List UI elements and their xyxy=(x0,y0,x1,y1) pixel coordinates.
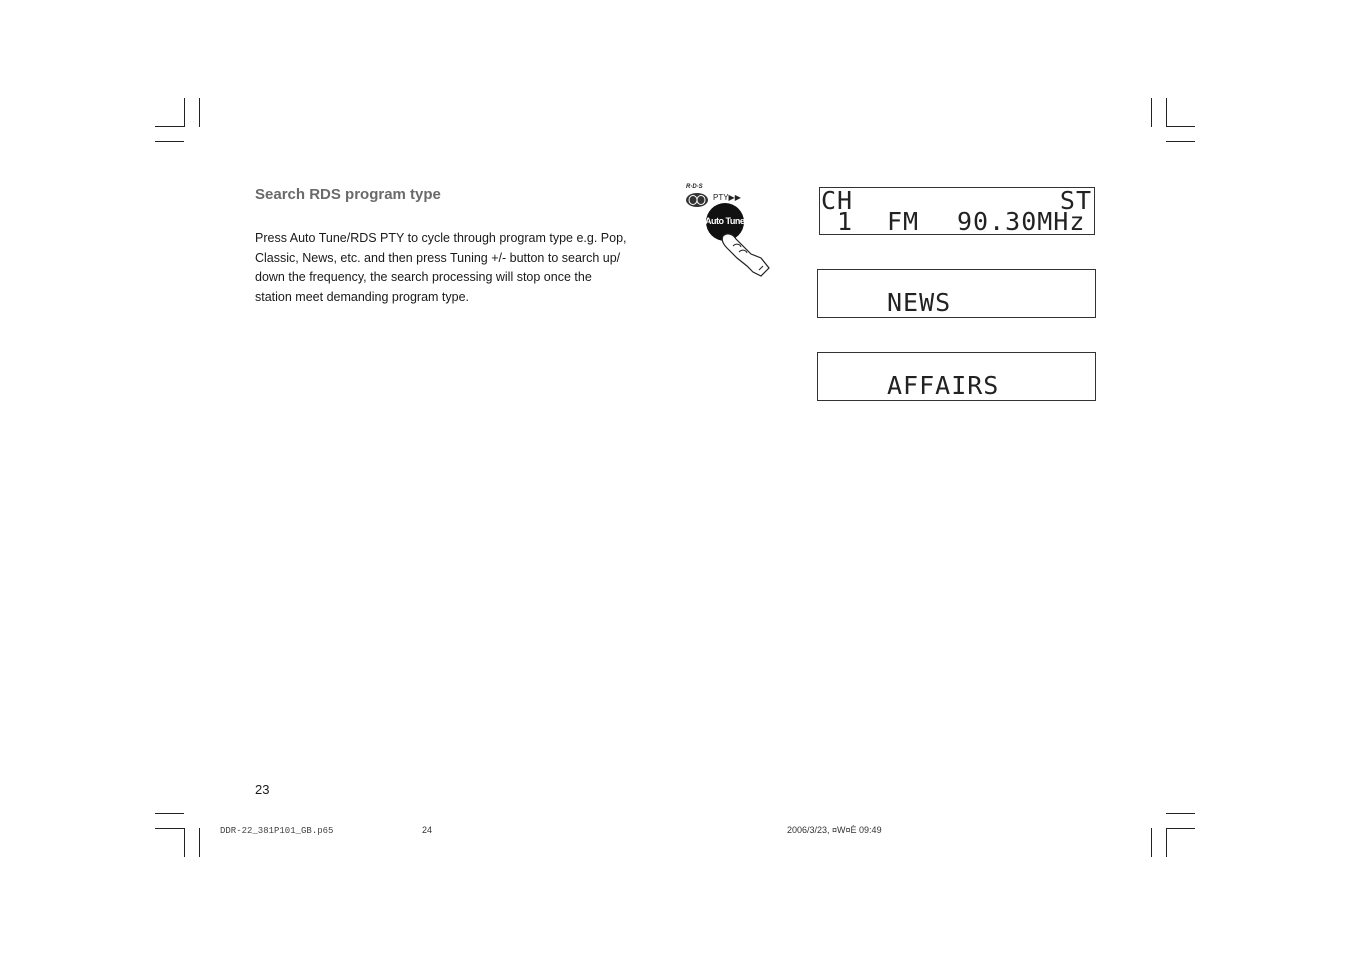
pty-label: PTY▶▶ xyxy=(713,193,741,202)
lcd-stereo-indicator: ST xyxy=(1059,186,1092,215)
crop-mark xyxy=(155,126,184,127)
crop-mark xyxy=(1151,98,1152,127)
crop-mark xyxy=(184,828,185,857)
paragraph-line: station meet demanding program type. xyxy=(255,289,470,304)
lcd-band: FM xyxy=(887,207,920,236)
crop-mark xyxy=(184,98,185,127)
crop-mark xyxy=(1166,828,1167,857)
lcd-pty-text: NEWS xyxy=(887,288,952,317)
crop-mark xyxy=(1166,141,1195,142)
crop-mark xyxy=(1151,828,1152,857)
crop-mark xyxy=(155,828,184,829)
lcd-pty-text: AFFAIRS xyxy=(887,371,1000,400)
crop-mark xyxy=(1166,813,1195,814)
footer-timestamp: 2006/3/23, ¤W¤È 09:49 xyxy=(787,825,882,835)
auto-tune-label: Auto Tune xyxy=(705,216,745,226)
crop-mark xyxy=(155,813,184,814)
lcd-display-program-type xyxy=(817,269,1096,318)
instruction-paragraph xyxy=(255,229,655,307)
crop-mark xyxy=(1166,126,1195,127)
lcd-channel-number: 1 xyxy=(837,207,854,236)
section-heading: Search RDS program type xyxy=(255,186,441,203)
rds-label: R·D·S xyxy=(686,184,703,190)
crop-mark xyxy=(199,828,200,857)
footer-filename: DDR-22_381P101_GB.p65 xyxy=(220,826,334,836)
paragraph-line: Press Auto Tune/RDS PTY to cycle through program type e.g. Pop, xyxy=(255,231,627,245)
page-number: 23 xyxy=(255,782,270,797)
lcd-display-frequency xyxy=(819,187,1095,235)
lcd-frequency: 90.30MHz xyxy=(957,207,1086,236)
crop-mark xyxy=(1166,828,1195,829)
lcd-display-program-type xyxy=(817,352,1096,401)
crop-mark xyxy=(1166,98,1167,127)
hand-pressing-button-icon xyxy=(703,202,775,278)
crop-mark xyxy=(199,98,200,127)
auto-tune-button-illustration xyxy=(683,184,775,278)
crop-mark xyxy=(155,141,184,142)
footer-page: 24 xyxy=(422,825,433,835)
paragraph-line: Classic, News, etc. and then press Tuning +/- button to search up/ xyxy=(255,250,621,265)
paragraph-line: down the frequency, the search processing will stop once the xyxy=(255,270,592,284)
lcd-ch-indicator: CH xyxy=(821,186,854,215)
